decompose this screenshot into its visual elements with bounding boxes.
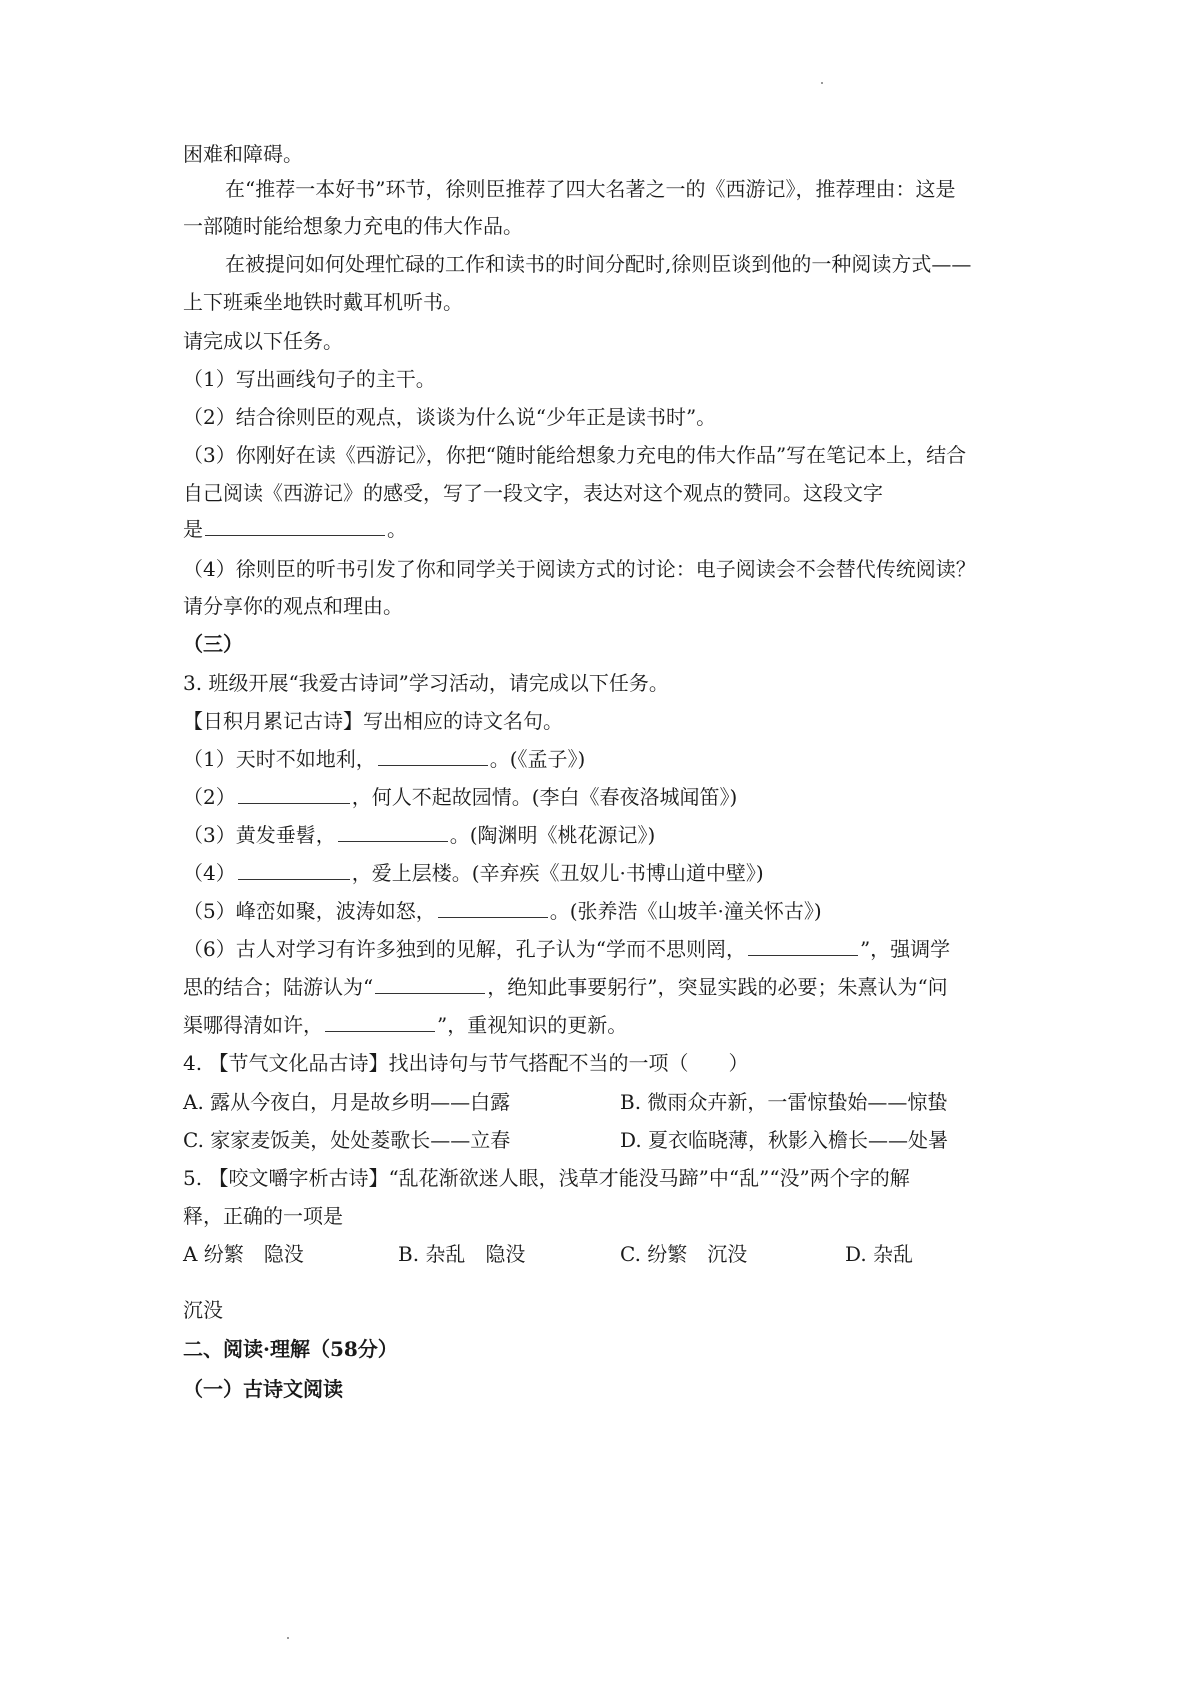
scan-speck: [821, 82, 823, 84]
poem-pre: （6）古人对学习有许多独到的见解，孔子认为“学而不思则罔，: [183, 937, 746, 961]
question-3-header: 3. 班级开展“我爱古诗词”学习活动，请完成以下任务。: [183, 671, 669, 695]
option-c[interactable]: C. 纷繁 沉没: [620, 1242, 748, 1266]
poem-fill-1: [183, 745, 1023, 773]
paragraph-line: 困难和障碍。: [183, 142, 303, 166]
option-d[interactable]: D. 夏衣临晓薄，秋影入檐长——处暑: [620, 1128, 949, 1152]
poem-pre: 渠哪得清如许，: [183, 1013, 323, 1037]
poem-fill-2: [183, 783, 1023, 811]
poem-fill-4: [183, 859, 1023, 887]
poem-blank[interactable]: [378, 745, 488, 766]
answer-suffix: 。: [387, 517, 407, 541]
paragraph-line: 一部随时能给想象力充电的伟大作品。: [183, 214, 523, 238]
poem-blank[interactable]: [338, 821, 448, 842]
subsection-heading: 【日积月累记古诗】写出相应的诗文名句。: [183, 709, 563, 733]
poem-fill-6b: [183, 973, 1023, 1001]
poem-post: 。(《孟子》): [489, 747, 586, 771]
poem-blank[interactable]: [438, 897, 548, 918]
question-3: （3）你刚好在读《西游记》，你把“随时能给想象力充电的伟大作品”写在笔记本上，结合: [183, 443, 967, 467]
scan-speck: [287, 1637, 289, 1639]
paragraph-line: 上下班乘坐地铁时戴耳机听书。: [183, 290, 463, 314]
poem-pre: 思的结合；陆游认为“: [183, 975, 374, 999]
poem-fill-3: [183, 821, 1023, 849]
poem-pre: （2）: [183, 785, 236, 809]
option-a[interactable]: A. 露从今夜白，月是故乡明——白露: [183, 1090, 511, 1114]
poem-pre: （1）天时不如地利，: [183, 747, 376, 771]
option-a[interactable]: A 纷繁 隐没: [183, 1242, 304, 1266]
poem-pre: （5）峰峦如聚，波涛如怒，: [183, 899, 436, 923]
question-1: （1）写出画线句子的主干。: [183, 367, 436, 391]
task-instruction: 请完成以下任务。: [183, 329, 343, 353]
option-b[interactable]: B. 杂乱 隐没: [398, 1242, 526, 1266]
question-5-cont: 释，正确的一项是: [183, 1204, 343, 1228]
poem-blank[interactable]: [748, 935, 858, 956]
option-c[interactable]: C. 家家麦饭美，处处菱歌长——立春: [183, 1128, 511, 1152]
poem-pre: （4）: [183, 861, 236, 885]
question-4-cont: 请分享你的观点和理由。: [183, 594, 403, 618]
poem-blank[interactable]: [325, 1011, 435, 1032]
question-3-answer-line: [183, 515, 1023, 543]
poem-post: ”，重视知识的更新。: [437, 1013, 628, 1037]
poem-blank[interactable]: [238, 859, 350, 880]
poem-post: ，何人不起故园情。(李白《春夜洛城闻笛》): [351, 785, 738, 809]
paragraph-line: 在“推荐一本好书”环节，徐则臣推荐了四大名著之一的《西游记》，推荐理由：这是: [225, 177, 956, 201]
section-heading-3: （三）: [183, 632, 243, 656]
option-b[interactable]: B. 微雨众卉新，一雷惊蛰始——惊蛰: [620, 1090, 948, 1114]
poem-fill-6c: [183, 1011, 1023, 1039]
poem-post: ”，强调学: [859, 937, 951, 961]
question-4: （4）徐则臣的听书引发了你和同学关于阅读方式的讨论：电子阅读会不会替代传统阅读？: [183, 557, 976, 581]
question-2: （2）结合徐则臣的观点，谈谈为什么说“少年正是读书时”。: [183, 405, 717, 429]
poem-fill-5: [183, 897, 1023, 925]
question-3-cont: 自己阅读《西游记》的感受，写了一段文字，表达对这个观点的赞同。这段文字: [183, 481, 883, 505]
section-heading-2-1: （一）古诗文阅读: [183, 1377, 343, 1401]
paragraph-line: 在被提问如何处理忙碌的工作和读书的时间分配时,徐则臣谈到他的一种阅读方式——: [225, 252, 972, 276]
question-5-header: 5. 【咬文嚼字析古诗】“乱花渐欲迷人眼，浅草才能没马蹄”中“乱”“没”两个字的解: [183, 1166, 910, 1190]
poem-fill-6a: [183, 935, 1023, 963]
poem-post: 。(张养浩《山坡羊·潼关怀古》): [549, 899, 822, 923]
poem-pre: （3）黄发垂髫，: [183, 823, 336, 847]
poem-post: 。(陶渊明《桃花源记》): [449, 823, 656, 847]
section-heading-2: 二、阅读·理解（58分）: [183, 1337, 398, 1361]
poem-blank[interactable]: [238, 783, 350, 804]
option-d[interactable]: D. 杂乱: [845, 1242, 914, 1266]
answer-blank[interactable]: [205, 515, 385, 536]
poem-post: ，绝知此事要躬行”，突显实践的必要；朱熹认为“问: [487, 975, 948, 999]
option-d-wrap: 沉没: [183, 1298, 223, 1322]
poem-blank[interactable]: [375, 973, 485, 994]
answer-prefix: 是: [183, 517, 203, 541]
question-4-header: 4. 【节气文化品古诗】找出诗句与节气搭配不当的一项（ ）: [183, 1051, 749, 1075]
poem-post: ，爱上层楼。(辛弃疾《丑奴儿·书博山道中壁》): [351, 861, 764, 885]
